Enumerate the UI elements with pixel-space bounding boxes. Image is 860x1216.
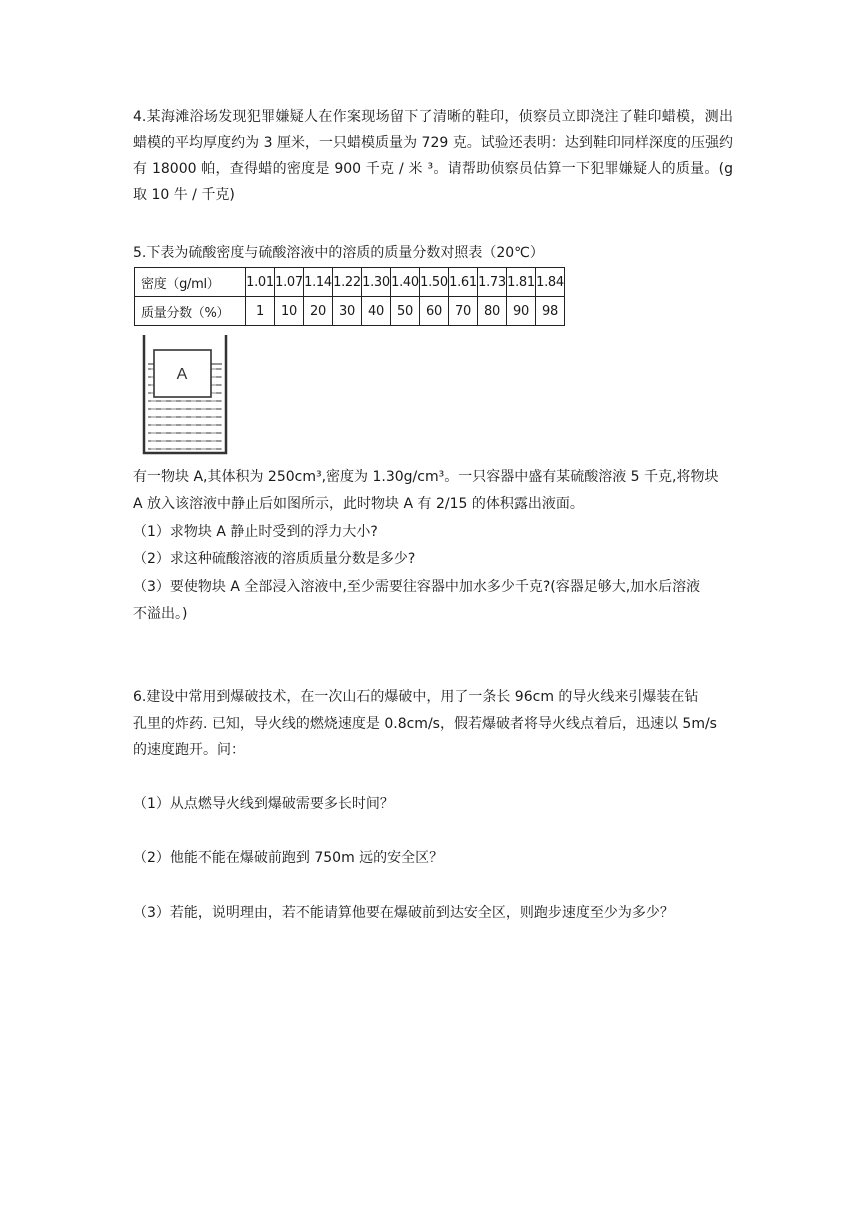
table-cell: 1.22 [333,268,362,297]
table-cell: 50 [391,297,420,326]
question-6-sub-2: （2）他能不能在爆破前跑到 750m 远的安全区？ [133,850,444,866]
table-row-header: 质量分数（%） [135,297,246,326]
table-cell: 1.14 [304,268,333,297]
question-5-sub-3-line2: 不溢出。) [133,606,188,622]
table-cell: 20 [304,297,333,326]
question-5-body-line1: 有一物块 A,其体积为 250cm³,密度为 1.30g/cm³。一只容器中盛有某硫酸溶液 5 千克,将物块 [133,469,719,485]
table-cell: 1.01 [246,268,275,297]
container-figure [135,333,235,457]
question-5-sub-2: （2）求这种硫酸溶液的溶质质量分数是多少? [133,551,416,567]
table-cell: 1.07 [275,268,304,297]
table-cell: 1.73 [478,268,507,297]
table-cell: 80 [478,297,507,326]
table-cell: 60 [420,297,449,326]
question-6-sub-1: （1）从点燃导火线到爆破需要多长时间？ [133,796,394,812]
question-6-line1: 6.建设中常用到爆破技术，在一次山石的爆破中，用了一条长 96cm 的导火线来引爆装在钻 [133,689,699,705]
table-cell: 10 [275,297,304,326]
table-cell: 1.40 [391,268,420,297]
table-row [135,268,565,297]
table-cell: 1 [246,297,275,326]
table-cell: 1.30 [362,268,391,297]
table-cell: 1.81 [507,268,536,297]
table-row [135,297,565,326]
question-6-line3: 的速度跑开。问： [133,742,245,758]
density-table [134,267,565,326]
table-cell: 30 [333,297,362,326]
table-cell: 1.61 [449,268,478,297]
table-cell: 98 [536,297,565,326]
question-5-sub-1: （1）求物块 A 静止时受到的浮力大小? [133,524,378,540]
table-cell: 1.50 [420,268,449,297]
block-a-label: A [176,366,188,383]
question-4-text: 4.某海滩浴场发现犯罪嫌疑人在作案现场留下了清晰的鞋印，侦察员立即浇注了鞋印蜡模，测出蜡模的平均厚度约为 3 厘米，一只蜡模质量为 729 克。试验还表明：达到鞋印同样深度的压强约有 18000 帕，查得蜡的密度是 900 千克 / 米 ³。请帮助侦察员估算一下犯罪嫌疑人的质量。(g 取 10 牛 / 千克) [133,109,733,203]
question-5-body-line2: A 放入该溶液中静止后如图所示，此时物块 A 有 2/15 的体积露出液面。 [133,496,584,512]
table-cell: 90 [507,297,536,326]
table-cell: 1.84 [536,268,565,297]
table-cell: 40 [362,297,391,326]
question-5-intro: 5.下表为硫酸密度与硫酸溶液中的溶质的质量分数对照表（20℃） [133,245,544,261]
question-6-line2: 孔里的炸药. 已知，导火线的燃烧速度是 0.8cm/s，假若爆破者将导火线点着后，迅速以 5m/s [133,716,717,732]
table-cell: 70 [449,297,478,326]
table-row-header: 密度（g/ml） [135,268,246,297]
question-6-sub-3: （3）若能，说明理由，若不能请算他要在爆破前到达安全区，则跑步速度至少为多少？ [133,905,674,921]
question-5-sub-3-line1: （3）要使物块 A 全部浸入溶液中,至少需要往容器中加水多少千克?(容器足够大,加水后溶液 [133,579,701,595]
